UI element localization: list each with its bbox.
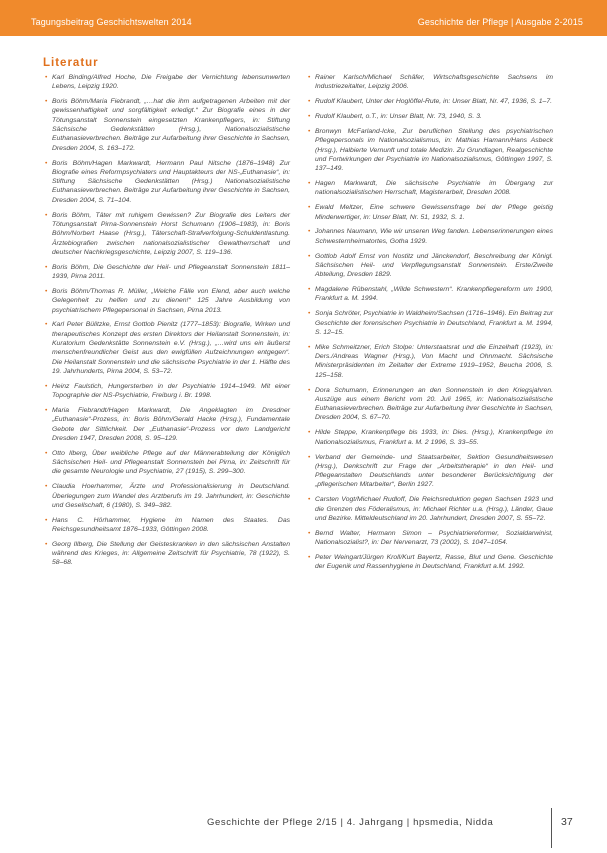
reference-item: • Hans C. Hörhammer, Hygiene im Namen des Staates. Das Reichsgesundheitsamt 1876–1933, Göttingen 2008. — [45, 516, 290, 535]
reference-item: • Rainer Karlsch/Michael Schäfer, Wirtschaftsgeschichte Sachsens im Industriezeitalter, Leipzig 2006. — [308, 73, 553, 92]
footer-text: Geschichte der Pflege 2/15 | 4. Jahrgang | hpsmedia, Nidda — [207, 817, 494, 828]
reference-item: • Maria Fiebrandt/Hagen Markwardt, Die Angeklagten im Dresdner „Euthanasie“-Prozess, in: Boris Böhm/Gerald Hacke (Hrsg.), Fundamentale Gebote der Sittlichkeit. Der „Euthanasie“-Prozess vor dem Landgericht Dresden 1947, Dresden 2008, S. 95–129. — [45, 406, 290, 443]
reference-item: • Karl Binding/Alfred Hoche, Die Freigabe der Vernichtung lebensunwerten Lebens, Leipzig 1920. — [45, 73, 290, 92]
header-left-text: Tagungsbeitrag Geschichtswelten 2014 — [31, 17, 192, 27]
reference-item: • Rudolf Klaubert, o.T., in: Unser Blatt, Nr. 73, 1940, S. 3. — [308, 112, 553, 121]
reference-item: • Hilde Steppe, Krankenpflege bis 1933, in: Dies. (Hrsg.), Krankenpflege im Nationalsozialismus, Frankfurt a. M. 2 1996, S. 33–55. — [308, 428, 553, 447]
header-bar — [0, 0, 607, 36]
reference-item: • Johannes Naumann, Wie wir unseren Weg fanden. Lebenserinnerungen eines Schwesternheimatortes, Gotha 1929. — [308, 227, 553, 246]
reference-item: • Boris Böhm, Die Geschichte der Heil- und Pflegeanstalt Sonnenstein 1811–1939, Pirna 2011. — [45, 263, 290, 282]
reference-item: • Mike Schmeitzner, Erich Stolpe: Unterstaatsrat und die Einzelhaft (1923), in: Ders./Andreas Wagner (Hrsg.), Von Macht und Ohnmacht. Sächsische Ministerpräsidenten im Zeitalter der Extreme 1919–1952, Beucha 2006, S. 125–158. — [308, 343, 553, 380]
reference-item: • Magdalene Rübenstahl, „Wilde Schwestern“. Krankenpflegereform um 1900, Frankfurt a. M. 1994. — [308, 285, 553, 304]
reference-item: • Peter Weingart/Jürgen Kroll/Kurt Bayertz, Rasse, Blut und Gene. Geschichte der Eugenik und Rassenhygiene in Deutschland, Frankfurt a.M. 1992. — [308, 553, 553, 572]
reference-item: • Bernd Walter, Hermann Simon – Psychiatriereformer, Sozialdarwinist, Nationalsozialist?, in: Der Nervenarzt, 73 (2002), S. 1047–1054. — [308, 529, 553, 548]
reference-item: • Sonja Schröter, Psychiatrie in Waldheim/Sachsen (1716–1946). Ein Beitrag zur Geschichte der forensischen Psychiatrie in Deutschland, Frankfurt a. M. 1994, S. 12–15. — [308, 309, 553, 337]
reference-item: • Boris Böhm/Maria Fiebrandt, „…hat die ihm aufgetragenen Arbeiten mit der gewissenhaftigkeit und sorgfältigkeit erledigt.“ Zur Biografie eines in der Tötungsanstalt Sonnenstein eingesetzten Krankenpflegers, in: Stiftung Sächsische Gedenkstätten (Hrsg.), Nationalsozialistische Euthanasieverbrechen. Beiträge zur Aufarbeitung ihrer Geschichte in Sachsen, Dresden 2004, S. 163–172. — [45, 97, 290, 153]
reference-list-right — [308, 73, 553, 572]
reference-list-left — [45, 73, 290, 568]
header-right-text: Geschichte der Pflege | Ausgabe 2-2015 — [417, 17, 583, 27]
reference-item: • Boris Böhm/Thomas R. Müller, „Welche Fälle von Elend, aber auch welche Gelegenheit zu helfen und zu dienen!“ 125 Jahre Ausbildung von psychiatrischem Pflegepersonal in Sachsen, Pirna 2013. — [45, 287, 290, 315]
reference-item: • Otto Ilberg, Über weibliche Pflege auf der Männerabteilung der Königlich Sächsischen Heil- und Pflegeanstalt Sonnenstein bei Pirna, in: Zeitschrift für die gesamte Neurologie und Psychiatrie, 27 (1915), S. 299–300. — [45, 449, 290, 477]
footer-divider — [551, 808, 552, 848]
reference-item: • Carsten Vogt/Michael Rudloff, Die Reichsreduktion gegen Sachsen 1923 und die Grenzen des Föderalismus, in: Michael Richter u.a. (Hrsg.), Länder, Gaue und Bezirke. Mitteldeutschland im 20. Jahrhundert, Dresden 2007, S. 55–72. — [308, 495, 553, 523]
reference-item: • Boris Böhm/Hagen Markwardt, Hermann Paul Nitsche (1876–1948) Zur Biografie eines Reformpsychiaters und Hauptakteurs der NS-„Euthanasie“, in: Stiftung Sächsische Gedenkstätten (Hrsg.) Nationalsozialistische Euthanasieverbrechen. Beiträge zur Aufarbeitung ihrer Geschichte in Sachsen, Dresden 2004, S. 71–104. — [45, 159, 290, 205]
reference-item: • Claudia Hoerhammer, Ärzte und Professionalisierung in Deutschland. Überlegungen zum Wandel des Arztberufs im 19. Jahrhundert, in: Geschichte und Gesellschaft, 6 (1980), S. 349–382. — [45, 482, 290, 510]
reference-item: • Dora Schumann, Erinnerungen an den Sonnenstein in den Kriegsjahren. Auszüge aus einem Bericht vom 20. Juli 1965, in: Nationalsozialistische Euthanasieverbrechen. Beiträge zur Aufarbeitung ihrer Geschichte in Sachsen, Dresden 2004, S. 67–70. — [308, 386, 553, 423]
reference-item: • Heinz Faulstich, Hungersterben in der Psychiatrie 1914–1949. Mit einer Topographie der NS-Psychiatrie, Freiburg i. Br. 1998. — [45, 382, 290, 401]
reference-item: • Hagen Markwardt, Die sächsische Psychiatrie im Übergang zur nationalsozialistischen Herrschaft, Magisterarbeit, Dresden 2008. — [308, 179, 553, 198]
reference-item: • Ewald Meltzer, Eine schwere Gewissensfrage bei der Pflege geistig Minderwertiger, in: Unser Blatt, Nr. 51, 1932, S. 1. — [308, 203, 553, 222]
reference-column-right — [308, 73, 553, 577]
reference-column-left — [45, 73, 290, 573]
reference-item: • Bronwyn McFarland-Icke, Zur beruflichen Stellung des psychiatrischen Pflegepersonals im Nationalsozialismus, in: Mathias Hamann/Hans Asbeck (Hrsg.), Halbierte Vernunft und totale Medizin. Zu Grundlagen, Realgeschichte und Fortwirkungen der Psychiatrie im Nationalsozialismus, Göttingen 1997, S. 137–149. — [308, 127, 553, 173]
reference-item: • Georg Illberg, Die Stellung der Geisteskranken in den sächsischen Anstalten während des Krieges, in: Allgemeine Zeitschrift für Psychiatrie, 78 (1922), S. 58–68. — [45, 540, 290, 568]
section-title: Literatur — [43, 57, 99, 69]
reference-item: • Boris Böhm, Täter mit ruhigem Gewissen? Zur Biografie des Leiters der Tötungsanstalt Pirna-Sonnenstein Horst Schumann (1906–1983), in: Boris Böhm/Norbert Haase (Hrsg.), Täterschaft-Strafverfolgung-Schuldentlastung. Ärztebiografien zwischen nationalsozialistischer Gewaltherrschaft und deutscher Nachkriegsgeschichte, Leipzig 2007, S. 119–136. — [45, 211, 290, 257]
reference-item: • Rudolf Klaubert, Unter der Hoglöffel-Rute, in: Unser Blatt, Nr. 47, 1936, S. 1–7. — [308, 97, 553, 106]
reference-item: • Gottlob Adolf Ernst von Nostitz und Jänckendorf, Beschreibung der Königl. Sächsischen Heil- und Verpflegungsanstalt Sonnenstein. Erste/Zweite Abteilung, Dresden 1829. — [308, 252, 553, 280]
reference-item: • Karl Peter Bülitzke, Ernst Gottlob Pienitz (1777–1853): Biografie, Wirken und therapeutisches Konzept des ersten Direktors der Heilanstalt Sonnenstein, in: Kuratorium Gedenkstätte Sonnenstein e.V. (Hrsg.), „…wird uns ein äußerst menschenfreundlicher Geist aus den ewigfüllen Aufzeichnungen entgegen“. Die Heilanstalt Sonnenstein und die sächsische Psychiatrie in der 1. Hälfte des 19. Jahrhunderts, Pirna 2004, S. 53–72. — [45, 320, 290, 376]
page-number: 37 — [561, 816, 573, 828]
reference-item: • Verband der Gemeinde- und Staatsarbeiter, Sektion Gesundheitswesen (Hrsg.), Denkschrift zur Frage der „Arbeitstherapie“ in den Heil- und Pflegeanstalten Deutschlands unter besonderer Berücksichtigung der „pflegerischen Mitarbeiter“, Berlin 1927. — [308, 453, 553, 490]
